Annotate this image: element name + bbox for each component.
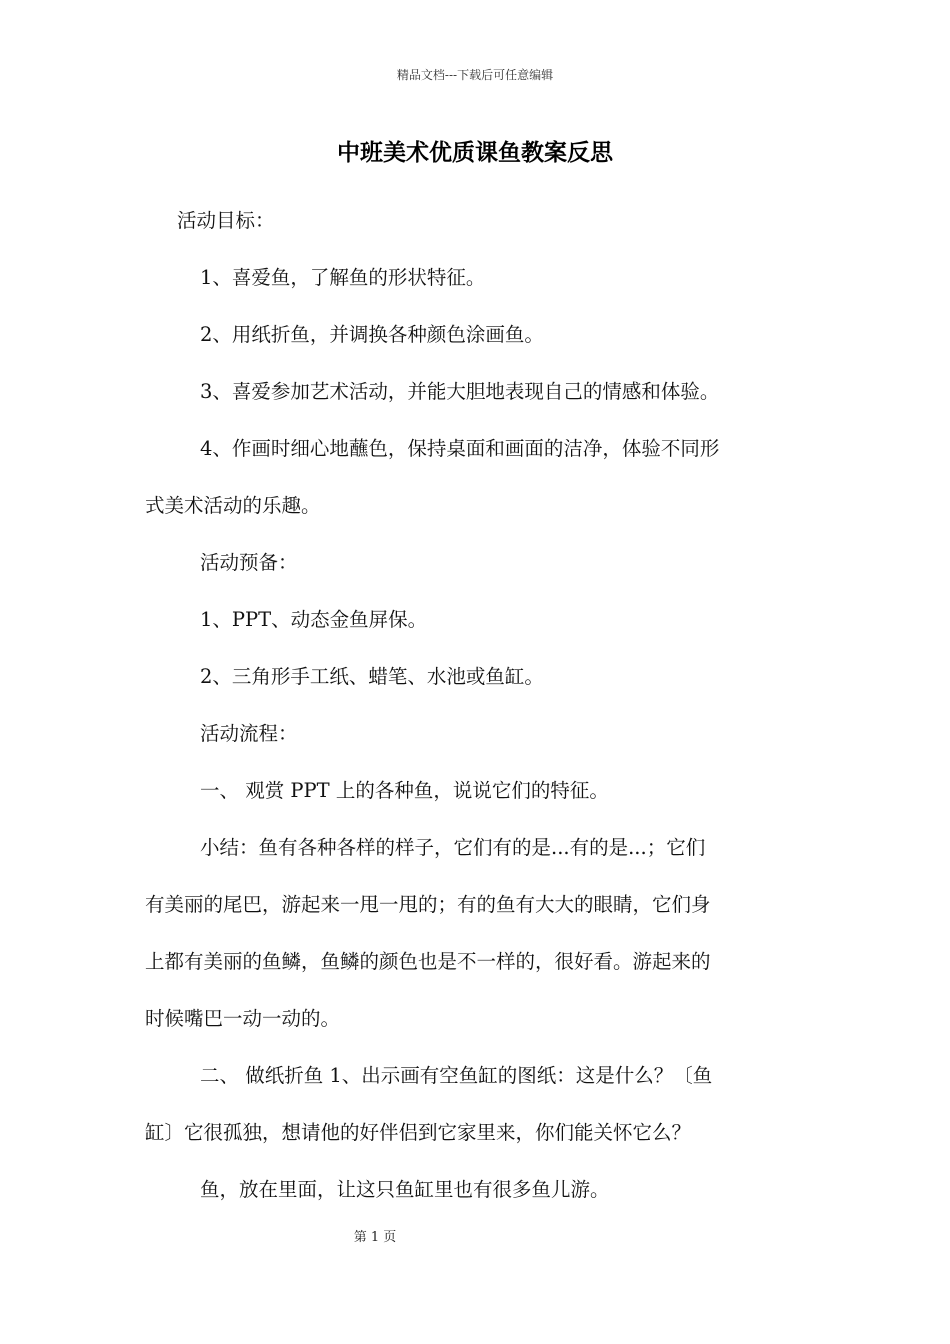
summary-line-2: 有美丽的尾巴，游起来一甩一甩的；有的鱼有大大的眼睛，它们身 — [145, 893, 711, 916]
page-number: 第 1 页 — [353, 1230, 397, 1245]
summary-line-1: 小结：鱼有各种各样的样子，它们有的是...有的是...；它们 — [200, 836, 706, 859]
goal-item-4: 4、作画时细心地蘸色，保持桌面和画面的洁净，体验不同形 — [200, 437, 720, 460]
page-header: 精品文档---下载后可任意编辑 — [396, 68, 554, 82]
goal-item-1: 1、喜爱鱼，了解鱼的形状特征。 — [200, 266, 486, 289]
section-heading-prep: 活动预备： — [200, 551, 298, 574]
process-step-2: 二、 做纸折鱼 1、出示画有空鱼缸的图纸：这是什么？〔鱼 — [200, 1064, 713, 1087]
goal-item-4-cont: 式美术活动的乐趣。 — [145, 494, 321, 517]
section-heading-process: 活动流程： — [200, 722, 298, 745]
prep-item-2: 2、三角形手工纸、蜡笔、水池或鱼缸。 — [200, 665, 544, 688]
document-title: 中班美术优质课鱼教案反思 — [337, 139, 613, 166]
process-step-2-cont: 缸〕它很孤独，想请他的好伴侣到它家里来，你们能关怀它么？ — [145, 1121, 692, 1144]
summary-line-3: 上都有美丽的鱼鳞，鱼鳞的颜色也是不一样的，很好看。游起来的 — [145, 950, 711, 973]
goal-item-3: 3、喜爱参加艺术活动，并能大胆地表现自己的情感和体验。 — [200, 380, 720, 403]
goal-item-2: 2、用纸折鱼，并调换各种颜色涂画鱼。 — [200, 323, 544, 346]
section-heading-goals: 活动目标： — [177, 209, 275, 232]
summary-line-4: 时候嘴巴一动一动的。 — [145, 1007, 341, 1030]
process-step-2-cont-2: 鱼，放在里面，让这只鱼缸里也有很多鱼儿游。 — [200, 1178, 610, 1201]
process-step-1: 一、 观赏 PPT 上的各种鱼，说说它们的特征。 — [200, 779, 609, 802]
prep-item-1: 1、PPT、动态金鱼屏保。 — [200, 608, 428, 631]
